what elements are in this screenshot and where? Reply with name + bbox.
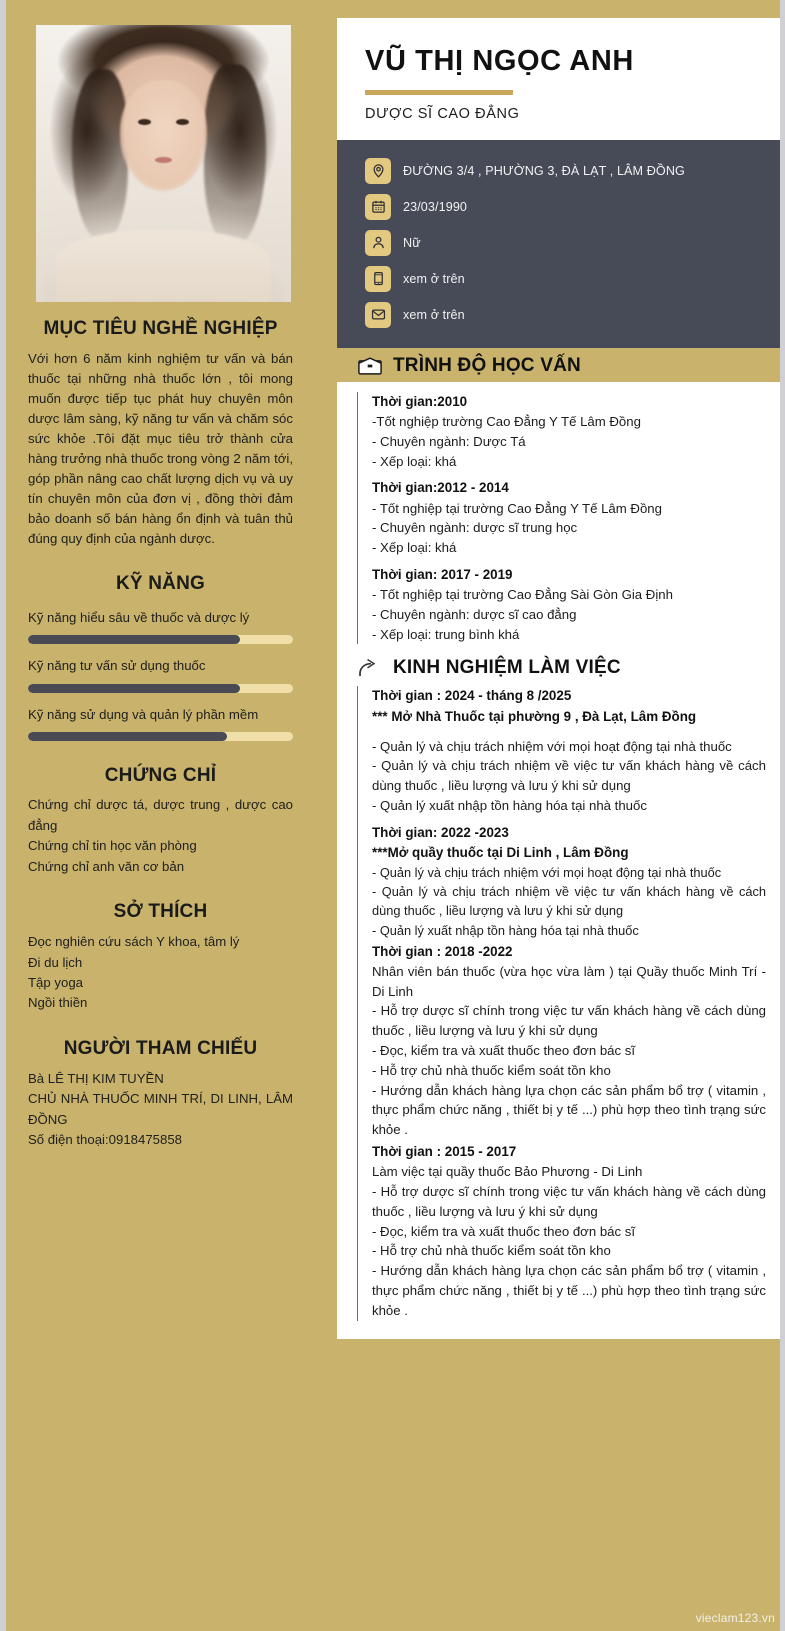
education-line: - Xếp loại: khá bbox=[372, 453, 457, 469]
experience-line: - Hỗ trợ dược sĩ chính trong việc tư vấn khách hàng về cách dùng thuốc , liều lượng và lưu ý khi sử dụng bbox=[372, 1003, 766, 1039]
education-line: -Tốt nghiệp trường Cao Đẳng Y Tế Lâm Đồng bbox=[372, 414, 641, 429]
contact-birthdate: 23/03/1990 bbox=[403, 199, 468, 214]
job-title: DƯỢC SĨ CAO ĐẲNG bbox=[365, 105, 520, 122]
main-column bbox=[337, 0, 780, 1339]
certificates-heading: CHỨNG CHỈ bbox=[104, 764, 217, 786]
skill-item bbox=[28, 608, 293, 644]
experience-line: - Hỗ trợ chủ nhà thuốc kiểm soát tồn kho bbox=[372, 1062, 611, 1078]
contact-block bbox=[337, 140, 780, 348]
page-right-edge bbox=[780, 0, 785, 1631]
education-line: - Xếp loại: trung bình khá bbox=[372, 626, 520, 642]
education-period: Thời gian:2012 - 2014 bbox=[372, 480, 509, 496]
contact-row-phone[interactable] bbox=[365, 266, 780, 292]
education-line: - Chuyên ngành: dược sĩ trung học bbox=[372, 520, 578, 536]
skill-label: Kỹ năng sử dụng và quản lý phần mềm bbox=[28, 706, 259, 722]
site-watermark: vieclam123.vn bbox=[695, 1611, 775, 1625]
skill-item bbox=[28, 656, 293, 692]
envelope-icon bbox=[365, 302, 391, 328]
contact-row-address bbox=[365, 158, 780, 184]
sidebar bbox=[6, 0, 315, 1631]
certificate-item: Chứng chỉ dược tá, dược trung , dược cao đẳng bbox=[28, 797, 293, 833]
skill-progress-fill bbox=[28, 635, 240, 644]
contact-row-birthdate bbox=[365, 194, 780, 220]
experience-line: - Hỗ trợ chủ nhà thuốc kiểm soát tồn kho bbox=[372, 1243, 611, 1259]
objective-body: Với hơn 6 năm kinh nghiệm tư vấn và bán thuốc tại những nhà thuốc lớn , tôi mong muốn được tiếp tục phát huy chuyên môn dược lâm sàng, kỹ năng tư vấn và chăm sóc sức khỏe .Tôi đặt mục tiêu trở thành cửa hàng trưởng nhà thuốc trong vòng 2 năm tới, góp phần nâng cao chất lượng dịch vụ và uy tín chuyên môn của đơn vị , đồng thời đảm bảo doanh số bán hàng ổn định và tuân thủ đúng quy định của ngành dược. bbox=[28, 350, 293, 547]
education-heading: TRÌNH ĐỘ HỌC VẤN bbox=[393, 354, 581, 376]
skill-progress-fill bbox=[28, 732, 227, 741]
experience-period: Thời gian : 2015 - 2017 bbox=[372, 1144, 517, 1160]
education-line: - Tốt nghiệp tại trường Cao Đẳng Y Tế Lâm Đồng bbox=[372, 500, 662, 516]
page-title: VŨ THỊ NGỌC ANH bbox=[365, 45, 634, 77]
experience-line: - Hỗ trợ dược sĩ chính trong việc tư vấn khách hàng về cách dùng thuốc , liều lượng và lưu ý khi sử dụng bbox=[372, 1183, 766, 1219]
reference-line: Số điện thoại:0918475858 bbox=[28, 1132, 182, 1148]
arrow-curve-icon bbox=[357, 656, 383, 680]
certificate-item: Chứng chỉ tin học văn phòng bbox=[28, 838, 197, 854]
education-line: - Tốt nghiệp tại trường Cao Đẳng Sài Gòn Gia Định bbox=[372, 587, 673, 602]
experience-line: - Hướng dẫn khách hàng lựa chọn các sản phẩm bổ trợ ( vitamin , thực phẩm chức năng , thiết bị y tế ...) phù hợp theo tình trạng sức khỏe . bbox=[372, 1082, 766, 1138]
hobbies-heading: SỞ THÍCH bbox=[113, 901, 208, 923]
skill-progress-track bbox=[28, 684, 293, 693]
experience-section-header bbox=[337, 650, 780, 682]
profile-photo bbox=[36, 25, 291, 302]
title-divider bbox=[365, 90, 513, 95]
experience-line: Làm việc tại quầy thuốc Bảo Phương - Di Linh bbox=[372, 1164, 643, 1180]
reference-heading: NGƯỜI THAM CHIẾU bbox=[63, 1037, 258, 1059]
name-block bbox=[337, 18, 780, 140]
contact-row-email[interactable] bbox=[365, 302, 780, 328]
profile-photo-frame bbox=[36, 25, 291, 302]
skill-progress-track bbox=[28, 635, 293, 644]
education-line: - Xếp loại: khá bbox=[372, 540, 457, 556]
education-body bbox=[337, 382, 780, 651]
experience-subtitle: *** Mở Nhà Thuốc tại phường 9 , Đà Lạt, Lâm Đồng bbox=[372, 708, 697, 724]
experience-period: Thời gian : 2024 - tháng 8 /2025 bbox=[372, 688, 572, 704]
experience-line: - Quản lý và chịu trách nhiệm với mọi hoạt động tại nhà thuốc bbox=[372, 738, 732, 754]
experience-body bbox=[337, 682, 780, 1338]
experience-line: - Quản lý và chịu trách nhiệm về việc tư vấn khách hàng về cách dùng thuốc , liều lượng và lưu ý khi sử dụng bbox=[372, 758, 766, 794]
education-timeline bbox=[357, 392, 766, 645]
reference-line: Bà LÊ THỊ KIM TUYỀN bbox=[28, 1070, 164, 1086]
certificate-item: Chứng chỉ anh văn cơ bản bbox=[28, 858, 185, 874]
calendar-icon bbox=[365, 194, 391, 220]
education-section-header bbox=[337, 348, 780, 382]
photo-face bbox=[120, 80, 207, 191]
experience-line: - Quản lý xuất nhập tồn hàng hóa tại nhà thuốc bbox=[372, 922, 639, 938]
experience-line: Nhân viên bán thuốc (vừa học vừa làm ) tại Quầy thuốc Minh Trí - Di Linh bbox=[372, 963, 766, 999]
person-icon bbox=[365, 230, 391, 256]
experience-line: - Hướng dẫn khách hàng lựa chọn các sản phẩm bổ trợ ( vitamin , thực phẩm chức năng , thiết bị y tế ...) phù hợp theo tình trạng sức khỏe . bbox=[372, 1263, 766, 1318]
contact-address: ĐƯỜNG 3/4 , PHƯỜNG 3, ĐÀ LẠT , LÂM ĐỒNG bbox=[403, 163, 685, 178]
hobby-item: Ngồi thiền bbox=[28, 995, 88, 1011]
hobby-item: Đi du lịch bbox=[28, 954, 83, 970]
spacer bbox=[372, 727, 766, 737]
contact-email: xem ở trên bbox=[403, 307, 465, 322]
education-period: Thời gian:2010 bbox=[372, 393, 468, 409]
skill-label: Kỹ năng tư vấn sử dụng thuốc bbox=[28, 658, 206, 674]
sidebar-content bbox=[28, 318, 293, 1150]
education-line: - Chuyên ngành: dược sĩ cao đẳng bbox=[372, 606, 577, 622]
reference-line: CHỦ NHÀ THUỐC MINH TRÍ, DI LINH, LÂM ĐỒNG bbox=[28, 1091, 293, 1127]
hobby-item: Đọc nghiên cứu sách Y khoa, tâm lý bbox=[28, 934, 240, 950]
education-line: - Chuyên ngành: Dược Tá bbox=[372, 433, 526, 449]
experience-period: Thời gian : 2018 -2022 bbox=[372, 943, 513, 959]
experience-line: - Đọc, kiểm tra và xuất thuốc theo đơn bác sĩ bbox=[372, 1223, 635, 1239]
contact-gender: Nữ bbox=[403, 235, 421, 250]
education-period: Thời gian: 2017 - 2019 bbox=[372, 566, 513, 582]
phone-icon bbox=[365, 266, 391, 292]
skill-progress-fill bbox=[28, 684, 240, 693]
experience-line: - Quản lý và chịu trách nhiệm với mọi hoạt động tại nhà thuốc bbox=[372, 865, 722, 881]
skill-progress-track bbox=[28, 732, 293, 741]
experience-line: - Quản lý và chịu trách nhiệm về việc tư vấn khách hàng về cách dùng thuốc , liều lượng và lưu ý khi sử dụng bbox=[372, 884, 766, 919]
location-pin-icon bbox=[365, 158, 391, 184]
experience-period: Thời gian: 2022 -2023 bbox=[372, 824, 509, 840]
experience-line: - Quản lý xuất nhập tồn hàng hóa tại nhà thuốc bbox=[372, 798, 647, 813]
skills-heading: KỸ NĂNG bbox=[115, 573, 205, 595]
contact-row-gender bbox=[365, 230, 780, 256]
experience-heading: KINH NGHIỆM LÀM VIỆC bbox=[393, 657, 621, 679]
skill-item bbox=[28, 705, 293, 741]
photo-hair-right bbox=[204, 64, 265, 247]
skill-label: Kỹ năng hiểu sâu về thuốc và dược lý bbox=[28, 610, 250, 626]
experience-timeline bbox=[357, 686, 766, 1320]
objective-heading: MỤC TIÊU NGHỀ NGHIỆP bbox=[43, 318, 278, 339]
photo-body bbox=[56, 230, 270, 302]
experience-subtitle: ***Mở quầy thuốc tại Di Linh , Lâm Đồng bbox=[372, 844, 629, 860]
experience-line: - Đọc, kiểm tra và xuất thuốc theo đơn bác sĩ bbox=[372, 1043, 635, 1059]
envelope-open-icon bbox=[357, 356, 383, 376]
contact-phone: xem ở trên bbox=[403, 271, 465, 286]
photo-hair-left bbox=[72, 69, 128, 241]
hobby-item: Tập yoga bbox=[28, 974, 83, 990]
